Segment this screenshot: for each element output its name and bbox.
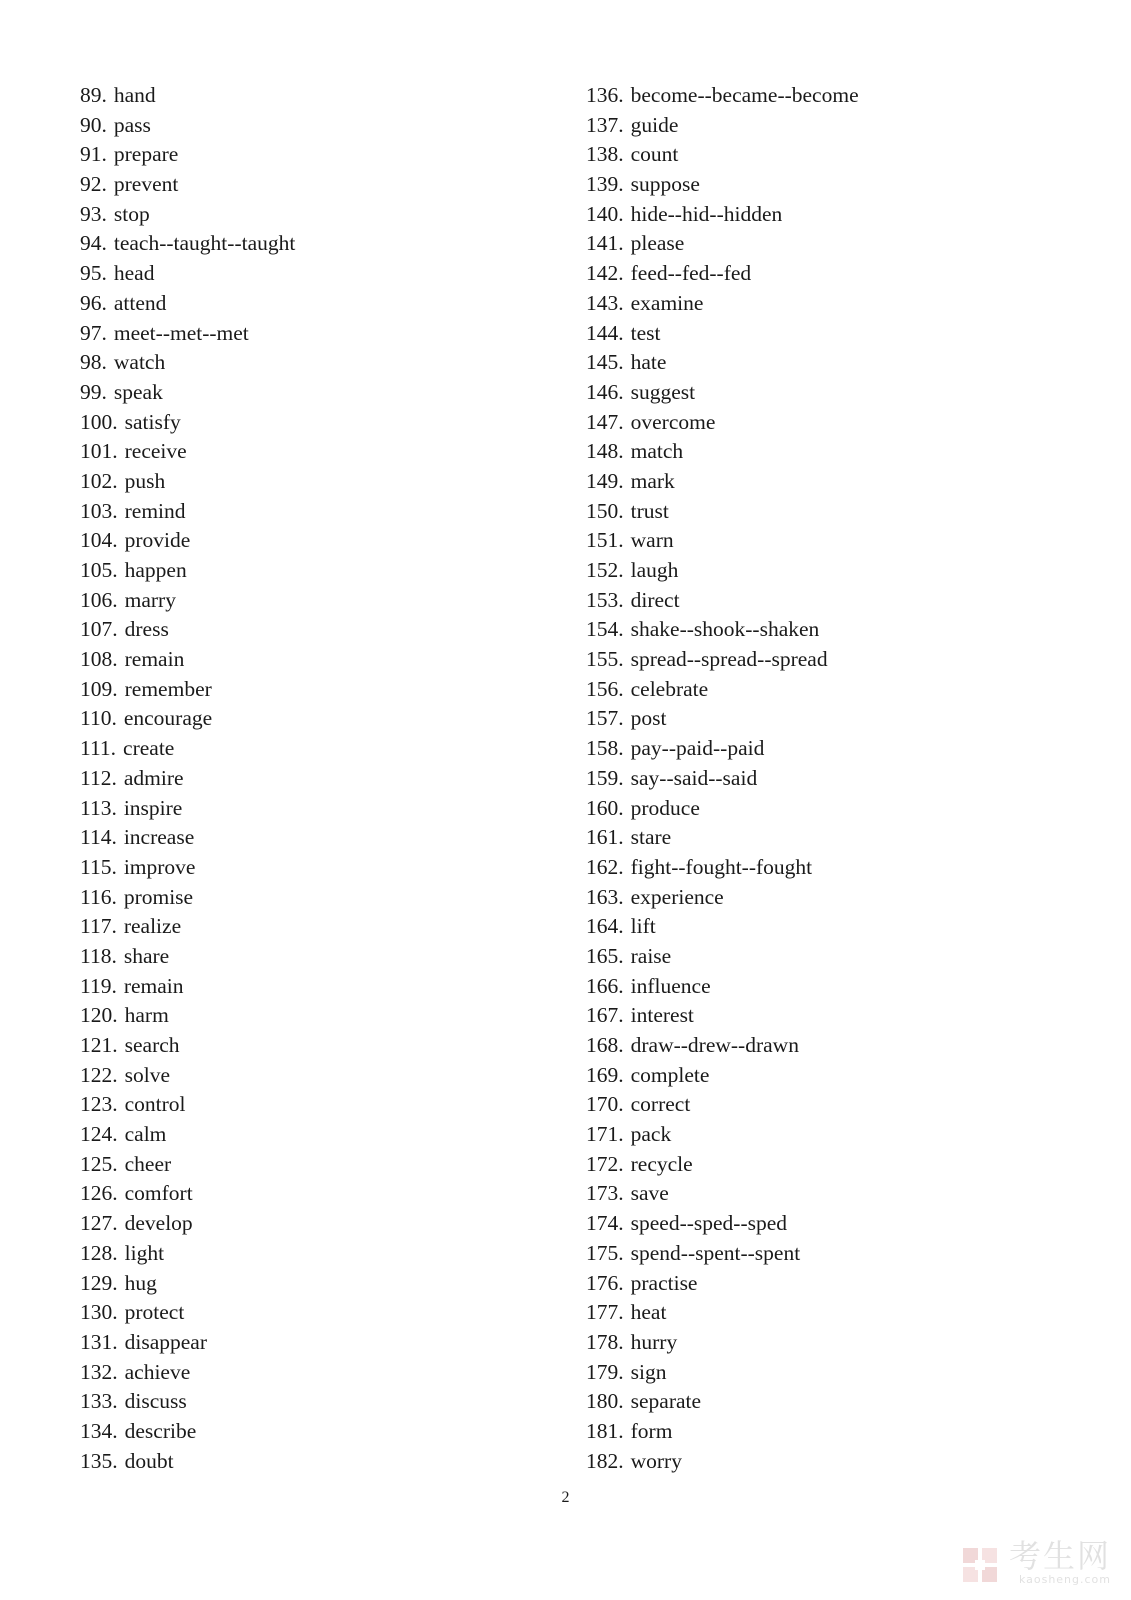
item-word: stare	[630, 825, 672, 850]
list-item	[80, 1031, 295, 1061]
item-word: spend--spent--spent	[630, 1240, 801, 1265]
item-number: 170.	[586, 1092, 624, 1117]
item-number: 137.	[586, 112, 624, 137]
item-word: overcome	[630, 409, 716, 434]
item-number: 160.	[586, 795, 624, 820]
item-word: improve	[123, 854, 196, 879]
list-item	[586, 1239, 859, 1269]
list-item	[586, 794, 859, 824]
item-word: remain	[124, 647, 185, 672]
list-item	[586, 348, 859, 378]
item-word: produce	[630, 795, 700, 820]
list-item	[80, 615, 295, 645]
item-word: hide--hid--hidden	[630, 201, 783, 226]
list-item	[80, 1150, 295, 1180]
list-item	[80, 200, 295, 230]
item-word: remember	[124, 676, 212, 701]
list-item	[80, 586, 295, 616]
item-word: sign	[630, 1359, 667, 1384]
item-word: raise	[630, 943, 672, 968]
item-word: provide	[124, 528, 191, 553]
item-number: 129.	[80, 1270, 118, 1295]
item-number: 110.	[80, 706, 117, 731]
item-number: 92.	[80, 172, 107, 197]
page-number: 2	[561, 1489, 570, 1506]
item-number: 96.	[80, 290, 107, 315]
item-number: 178.	[586, 1329, 624, 1354]
item-word: separate	[630, 1389, 702, 1414]
list-item	[80, 289, 295, 319]
item-word: hug	[124, 1270, 157, 1295]
list-item	[586, 764, 859, 794]
item-number: 171.	[586, 1122, 624, 1147]
list-item	[586, 1179, 859, 1209]
list-item	[80, 1358, 295, 1388]
list-item	[586, 1358, 859, 1388]
item-word: teach--taught--taught	[113, 231, 296, 256]
item-word: increase	[123, 825, 195, 850]
list-item	[586, 289, 859, 319]
item-number: 117.	[80, 914, 117, 939]
item-word: dress	[124, 617, 169, 642]
list-item	[80, 556, 295, 586]
item-word: guide	[630, 112, 679, 137]
list-item	[80, 259, 295, 289]
item-number: 112.	[80, 765, 117, 790]
item-number: 167.	[586, 1003, 624, 1028]
item-word: marry	[124, 587, 176, 612]
list-item	[80, 734, 295, 764]
item-word: match	[630, 439, 684, 464]
item-number: 147.	[586, 409, 624, 434]
list-item	[586, 437, 859, 467]
item-word: receive	[124, 439, 187, 464]
item-word: hand	[113, 83, 156, 107]
list-item	[586, 675, 859, 705]
item-number: 135.	[80, 1448, 118, 1473]
list-item	[80, 645, 295, 675]
item-number: 145.	[586, 350, 624, 375]
item-number: 153.	[586, 587, 624, 612]
item-number: 132.	[80, 1359, 118, 1384]
item-word: recycle	[630, 1151, 693, 1176]
item-word: disappear	[124, 1329, 208, 1354]
list-item	[80, 1001, 295, 1031]
list-item	[80, 437, 295, 467]
item-number: 91.	[80, 142, 107, 167]
list-item	[80, 942, 295, 972]
item-number: 126.	[80, 1181, 118, 1206]
list-item	[80, 1269, 295, 1299]
item-word: pass	[113, 112, 151, 137]
item-word: control	[124, 1092, 186, 1117]
item-number: 100.	[80, 409, 118, 434]
list-item	[586, 1061, 859, 1091]
list-item	[586, 200, 859, 230]
item-word: doubt	[124, 1448, 174, 1473]
list-item	[80, 1239, 295, 1269]
item-number: 123.	[80, 1092, 118, 1117]
item-word: complete	[630, 1062, 710, 1087]
list-item	[80, 1061, 295, 1091]
item-word: fight--fought--fought	[630, 854, 813, 879]
item-word: worry	[630, 1448, 682, 1473]
list-item	[80, 170, 295, 200]
list-item	[80, 794, 295, 824]
list-item	[586, 704, 859, 734]
list-item	[80, 111, 295, 141]
list-item	[586, 942, 859, 972]
list-item	[586, 734, 859, 764]
item-number: 142.	[586, 261, 624, 286]
item-word: remain	[123, 973, 184, 998]
item-number: 168.	[586, 1033, 624, 1057]
list-item	[586, 259, 859, 289]
list-item	[80, 912, 295, 942]
item-word: examine	[630, 290, 704, 315]
item-word: head	[113, 261, 155, 286]
list-item	[586, 645, 859, 675]
list-item	[586, 1269, 859, 1299]
item-number: 133.	[80, 1389, 118, 1414]
kaosheng-logo-icon	[961, 1546, 1001, 1586]
item-word: encourage	[123, 706, 213, 731]
item-word: protect	[124, 1300, 185, 1325]
list-item	[586, 378, 859, 408]
item-number: 115.	[80, 854, 117, 879]
item-word: speed--sped--sped	[630, 1211, 788, 1236]
list-item	[80, 497, 295, 527]
item-word: light	[124, 1240, 165, 1265]
item-number: 122.	[80, 1062, 118, 1087]
item-word: share	[123, 943, 170, 968]
item-number: 175.	[586, 1240, 624, 1265]
list-item	[586, 1120, 859, 1150]
item-word: calm	[124, 1122, 167, 1147]
item-word: create	[123, 736, 175, 761]
item-number: 163.	[586, 884, 624, 909]
list-item	[586, 140, 859, 170]
item-word: direct	[630, 587, 680, 612]
item-number: 94.	[80, 231, 107, 256]
item-number: 138.	[586, 142, 624, 167]
item-number: 179.	[586, 1359, 624, 1384]
item-number: 149.	[586, 468, 624, 493]
item-number: 166.	[586, 973, 624, 998]
item-word: pack	[630, 1122, 672, 1147]
item-number: 151.	[586, 528, 624, 553]
item-word: meet--met--met	[113, 320, 249, 345]
item-word: stop	[113, 201, 150, 226]
word-list-right-column	[586, 81, 859, 1476]
item-word: solve	[124, 1062, 171, 1087]
list-item	[586, 1150, 859, 1180]
list-item	[80, 229, 295, 259]
list-item	[586, 1417, 859, 1447]
list-item	[80, 1209, 295, 1239]
item-number: 121.	[80, 1033, 118, 1057]
list-item	[80, 853, 295, 883]
item-number: 95.	[80, 261, 107, 286]
item-number: 152.	[586, 558, 624, 582]
item-number: 97.	[80, 320, 107, 345]
item-word: post	[630, 706, 667, 731]
item-number: 156.	[586, 676, 624, 701]
item-word: hurry	[630, 1329, 678, 1354]
word-list-left-column	[80, 81, 295, 1476]
list-item	[586, 1387, 859, 1417]
item-number: 176.	[586, 1270, 624, 1295]
item-number: 180.	[586, 1389, 624, 1414]
watermark	[961, 1539, 1111, 1586]
item-number: 148.	[586, 439, 624, 464]
item-word: remind	[124, 498, 186, 523]
item-word: interest	[630, 1003, 694, 1028]
item-word: warn	[630, 528, 674, 553]
item-word: search	[124, 1033, 180, 1057]
item-number: 113.	[80, 795, 117, 820]
item-word: feed--fed--fed	[630, 261, 752, 286]
item-word: suggest	[630, 379, 696, 404]
item-word: comfort	[124, 1181, 193, 1206]
list-item	[586, 1328, 859, 1358]
item-word: shake--shook--shaken	[630, 617, 820, 642]
item-number: 165.	[586, 943, 624, 968]
item-word: heat	[630, 1300, 667, 1325]
item-word: lift	[630, 914, 656, 939]
item-number: 98.	[80, 350, 107, 375]
item-number: 169.	[586, 1062, 624, 1087]
item-word: please	[630, 231, 685, 256]
list-item	[80, 1387, 295, 1417]
item-number: 144.	[586, 320, 624, 345]
item-number: 155.	[586, 647, 624, 672]
item-word: prepare	[113, 142, 179, 167]
list-item	[586, 467, 859, 497]
item-number: 101.	[80, 439, 118, 464]
item-number: 124.	[80, 1122, 118, 1147]
list-item	[80, 883, 295, 913]
list-item	[586, 1298, 859, 1328]
list-item	[586, 556, 859, 586]
item-word: laugh	[630, 558, 679, 582]
item-word: say--said--said	[630, 765, 758, 790]
list-item	[80, 319, 295, 349]
list-item	[80, 81, 295, 111]
item-word: describe	[124, 1418, 197, 1443]
item-word: pay--paid--paid	[630, 736, 765, 761]
list-item	[80, 348, 295, 378]
item-number: 182.	[586, 1448, 624, 1473]
list-item	[80, 1179, 295, 1209]
list-item	[586, 111, 859, 141]
item-word: form	[630, 1418, 673, 1443]
item-number: 159.	[586, 765, 624, 790]
item-word: achieve	[124, 1359, 191, 1384]
item-word: watch	[113, 350, 166, 375]
item-number: 158.	[586, 736, 624, 761]
item-word: admire	[123, 765, 184, 790]
list-item	[80, 704, 295, 734]
item-word: mark	[630, 468, 675, 493]
item-word: suppose	[630, 172, 700, 197]
item-number: 119.	[80, 973, 117, 998]
list-item	[586, 972, 859, 1002]
item-number: 107.	[80, 617, 118, 642]
item-number: 154.	[586, 617, 624, 642]
item-number: 141.	[586, 231, 624, 256]
watermark-url: kaosheng.com	[1018, 1573, 1111, 1586]
item-word: promise	[123, 884, 194, 909]
item-number: 128.	[80, 1240, 118, 1265]
list-item	[586, 1209, 859, 1239]
item-word: develop	[124, 1211, 193, 1236]
item-number: 99.	[80, 379, 107, 404]
item-word: experience	[630, 884, 724, 909]
item-word: inspire	[123, 795, 183, 820]
item-number: 173.	[586, 1181, 624, 1206]
list-item	[586, 1031, 859, 1061]
item-word: realize	[123, 914, 182, 939]
item-number: 131.	[80, 1329, 118, 1354]
list-item	[80, 1328, 295, 1358]
item-word: trust	[630, 498, 669, 523]
item-number: 130.	[80, 1300, 118, 1325]
item-word: spread--spread--spread	[630, 647, 828, 672]
item-word: harm	[124, 1003, 169, 1028]
item-number: 106.	[80, 587, 118, 612]
item-number: 102.	[80, 468, 118, 493]
item-number: 136.	[586, 83, 624, 107]
list-item	[586, 526, 859, 556]
list-item	[80, 764, 295, 794]
list-item	[80, 467, 295, 497]
item-number: 103.	[80, 498, 118, 523]
watermark-brand: 考生网	[1008, 1537, 1111, 1575]
list-item	[80, 1417, 295, 1447]
list-item	[586, 81, 859, 111]
item-number: 105.	[80, 558, 118, 582]
item-number: 125.	[80, 1151, 118, 1176]
list-item	[80, 972, 295, 1002]
item-number: 120.	[80, 1003, 118, 1028]
item-word: push	[124, 468, 166, 493]
list-item	[80, 140, 295, 170]
item-word: attend	[113, 290, 167, 315]
list-item	[80, 823, 295, 853]
list-item	[80, 1298, 295, 1328]
item-number: 109.	[80, 676, 118, 701]
item-word: prevent	[113, 172, 179, 197]
item-number: 93.	[80, 201, 107, 226]
list-item	[586, 408, 859, 438]
list-item	[80, 1120, 295, 1150]
list-item	[586, 1447, 859, 1477]
item-word: influence	[630, 973, 711, 998]
item-word: speak	[113, 379, 163, 404]
item-word: count	[630, 142, 679, 167]
item-number: 139.	[586, 172, 624, 197]
list-item	[586, 853, 859, 883]
item-number: 108.	[80, 647, 118, 672]
item-word: practise	[630, 1270, 698, 1295]
item-number: 111.	[80, 736, 117, 761]
item-number: 162.	[586, 854, 624, 879]
item-number: 164.	[586, 914, 624, 939]
list-item	[586, 1090, 859, 1120]
item-number: 177.	[586, 1300, 624, 1325]
item-word: draw--drew--drawn	[630, 1033, 799, 1057]
item-number: 143.	[586, 290, 624, 315]
list-item	[80, 526, 295, 556]
list-item	[586, 912, 859, 942]
item-number: 181.	[586, 1418, 624, 1443]
item-number: 150.	[586, 498, 624, 523]
item-word: cheer	[124, 1151, 172, 1176]
list-item	[586, 823, 859, 853]
item-word: celebrate	[630, 676, 709, 701]
item-number: 161.	[586, 825, 624, 850]
item-word: satisfy	[124, 409, 181, 434]
list-item	[80, 408, 295, 438]
list-item	[80, 675, 295, 705]
item-number: 157.	[586, 706, 624, 731]
item-number: 127.	[80, 1211, 118, 1236]
list-item	[586, 497, 859, 527]
list-item	[586, 586, 859, 616]
list-item	[586, 615, 859, 645]
list-item	[586, 1001, 859, 1031]
item-number: 89.	[80, 83, 107, 107]
item-number: 90.	[80, 112, 107, 137]
item-number: 114.	[80, 825, 117, 850]
item-word: save	[630, 1181, 669, 1206]
item-number: 116.	[80, 884, 117, 909]
list-item	[80, 378, 295, 408]
item-number: 140.	[586, 201, 624, 226]
item-number: 104.	[80, 528, 118, 553]
item-number: 146.	[586, 379, 624, 404]
list-item	[586, 170, 859, 200]
item-word: happen	[124, 558, 187, 582]
item-word: discuss	[124, 1389, 187, 1414]
list-item	[586, 883, 859, 913]
item-number: 118.	[80, 943, 117, 968]
item-number: 134.	[80, 1418, 118, 1443]
item-word: correct	[630, 1092, 691, 1117]
item-word: test	[630, 320, 661, 345]
item-number: 172.	[586, 1151, 624, 1176]
item-number: 174.	[586, 1211, 624, 1236]
item-word: hate	[630, 350, 667, 375]
list-item	[586, 319, 859, 349]
item-word: become--became--become	[630, 83, 859, 107]
list-item	[586, 229, 859, 259]
list-item	[80, 1447, 295, 1477]
list-item	[80, 1090, 295, 1120]
